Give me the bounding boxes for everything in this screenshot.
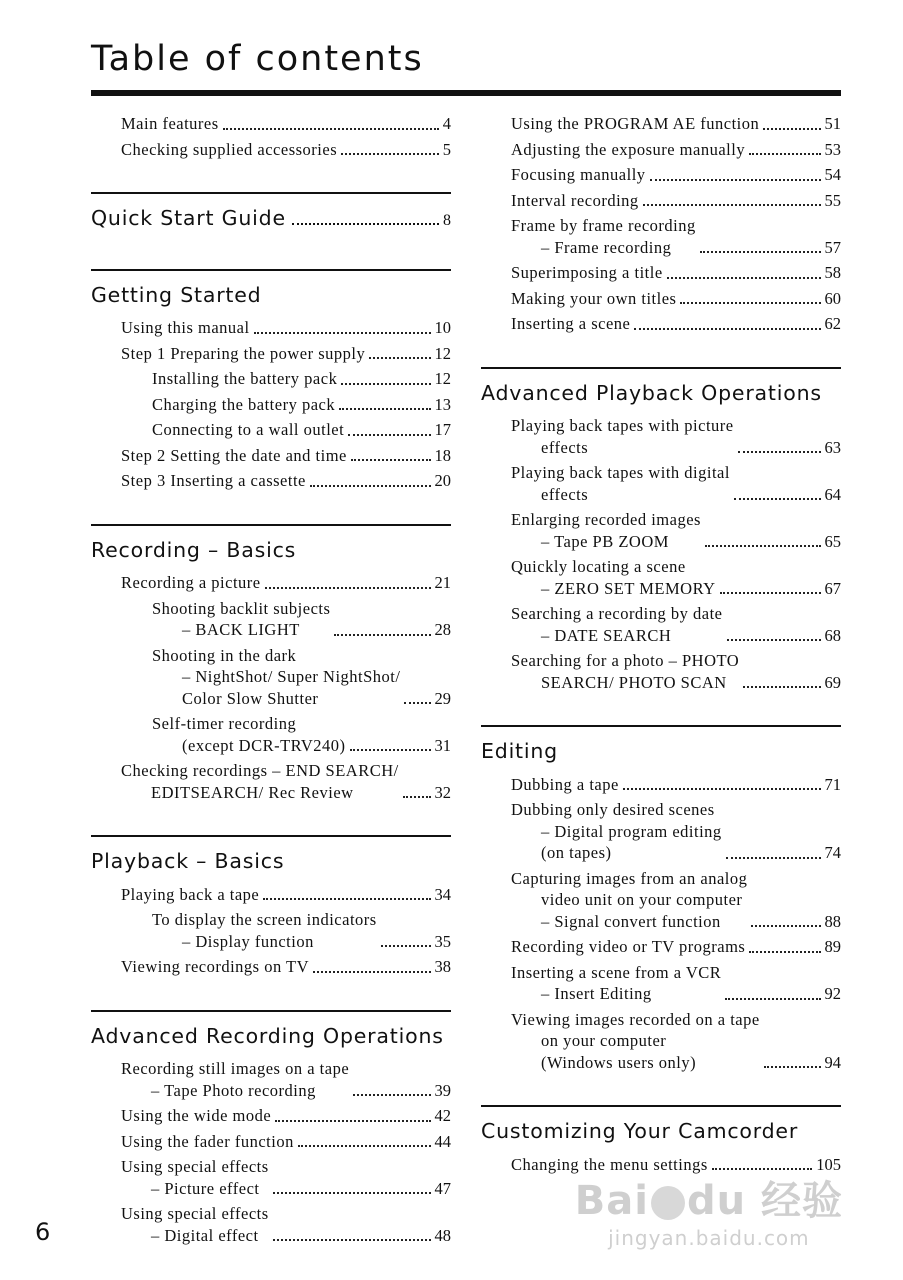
toc-right-column xyxy=(481,100,841,1181)
toc-page-number: 20 xyxy=(434,471,451,491)
toc-entry-line: – Frame recording xyxy=(541,237,672,257)
toc-entry-line: Frame by frame recording xyxy=(511,216,696,235)
section-heading[interactable] xyxy=(481,739,841,764)
toc-entry-text xyxy=(511,509,701,552)
toc-entry-line: – Tape PB ZOOM xyxy=(541,531,669,551)
toc-entry-line: Recording a picture xyxy=(121,573,261,593)
toc-entry-line: effects xyxy=(541,437,589,457)
toc-entry[interactable] xyxy=(91,1203,451,1246)
toc-entry-line: Making your own titles xyxy=(511,288,677,308)
toc-entry[interactable] xyxy=(481,164,841,186)
toc-left-column xyxy=(91,100,451,1252)
dot-leader xyxy=(254,332,431,334)
toc-entry[interactable] xyxy=(481,509,841,552)
dot-leader xyxy=(348,434,430,436)
toc-entry-line: Playing back tapes with picture xyxy=(511,416,734,436)
toc-page-number: 10 xyxy=(434,318,451,338)
page-number: 6 xyxy=(35,1218,51,1246)
toc-page-number: 35 xyxy=(434,931,451,951)
section-heading-text: Editing xyxy=(481,739,558,764)
toc-page-number: 53 xyxy=(824,139,841,159)
toc-entry[interactable] xyxy=(91,1058,451,1101)
toc-entry[interactable] xyxy=(91,713,451,756)
watermark-url: jingyan.baidu.com xyxy=(608,1226,810,1250)
toc-entry-line: effects xyxy=(541,484,589,504)
toc-entry-line: To display the screen indicators xyxy=(152,910,377,930)
toc-page-number: 63 xyxy=(824,437,841,457)
toc-entry-text xyxy=(511,462,730,505)
toc-entry[interactable] xyxy=(481,462,841,505)
toc-page-number: 89 xyxy=(824,937,841,957)
toc-entry-line: Quickly locating a scene xyxy=(511,557,686,577)
toc-entry-line: on your computer xyxy=(541,1031,667,1051)
toc-entry[interactable] xyxy=(481,799,841,864)
toc-entry-line: (on tapes) xyxy=(541,843,612,863)
toc-section xyxy=(91,192,451,243)
dot-leader xyxy=(381,945,431,947)
dot-leader xyxy=(298,1145,431,1147)
toc-page-number: 67 xyxy=(824,578,841,598)
dot-leader xyxy=(623,788,821,790)
toc-page-number: 28 xyxy=(434,620,451,640)
toc-entry[interactable] xyxy=(91,113,451,135)
baidu-watermark xyxy=(575,1169,843,1250)
toc-entry[interactable] xyxy=(91,1131,451,1153)
toc-entry[interactable] xyxy=(481,288,841,310)
toc-entry-text xyxy=(121,317,250,339)
toc-entry[interactable] xyxy=(481,556,841,599)
toc-entry-text xyxy=(511,774,619,796)
toc-entry-line: Inserting a scene xyxy=(511,314,631,333)
section-rule xyxy=(91,524,451,526)
toc-entry[interactable] xyxy=(481,313,841,335)
toc-page-number: 68 xyxy=(824,625,841,645)
toc-section xyxy=(481,367,841,700)
dot-leader xyxy=(749,153,820,155)
toc-entry-text xyxy=(511,962,721,1005)
toc-entry-line: Using the fader function xyxy=(121,1131,294,1151)
toc-page-number: 58 xyxy=(824,263,841,282)
toc-entry[interactable] xyxy=(91,419,451,441)
toc-entry-text xyxy=(121,470,306,492)
toc-entry-text xyxy=(511,415,734,458)
dot-leader xyxy=(680,302,820,304)
toc-entry-text xyxy=(511,190,639,212)
toc-entry[interactable] xyxy=(91,1156,451,1199)
section-heading-text: Getting Started xyxy=(91,282,262,307)
toc-entry[interactable] xyxy=(91,760,451,803)
dot-leader xyxy=(634,328,820,330)
toc-entry[interactable] xyxy=(481,774,841,796)
section-heading[interactable] xyxy=(481,1119,841,1144)
dot-leader xyxy=(743,686,820,688)
toc-entry-line: Playing back tapes with digital xyxy=(511,463,730,483)
toc-entry[interactable] xyxy=(481,215,841,258)
dot-leader xyxy=(351,459,431,461)
toc-entry-text xyxy=(152,368,337,390)
toc-entry-line: – BACK LIGHT xyxy=(182,620,300,640)
toc-entry-text xyxy=(121,1203,269,1246)
dot-leader xyxy=(764,1066,821,1068)
toc-entry-line: Superimposing a title xyxy=(511,263,663,282)
toc-page-number: 88 xyxy=(824,911,841,931)
toc-section xyxy=(91,100,451,166)
toc-page-number: 31 xyxy=(434,735,451,755)
toc-page-number: 94 xyxy=(824,1052,841,1072)
toc-entry-line: Installing the battery pack xyxy=(152,369,338,389)
toc-entry[interactable] xyxy=(91,343,451,365)
section-heading[interactable] xyxy=(91,283,451,308)
toc-entry-line: – Digital program editing xyxy=(541,821,722,841)
toc-entry[interactable] xyxy=(91,394,451,416)
toc-entry-text xyxy=(121,1105,271,1127)
dot-leader xyxy=(705,545,821,547)
toc-page-number: 29 xyxy=(434,688,451,708)
section-heading-text: Advanced Playback Operations xyxy=(481,380,822,405)
toc-entry-line: Searching for a photo – PHOTO xyxy=(511,651,740,671)
toc-entry-line: Changing the menu settings xyxy=(511,1154,708,1174)
toc-entry-line: – Picture effect xyxy=(151,1178,260,1198)
toc-entry-line: Using this manual xyxy=(121,318,250,338)
section-heading-text: Playback – Basics xyxy=(91,849,285,874)
toc-page-number: 5 xyxy=(442,139,451,159)
toc-entry-text xyxy=(121,1058,349,1101)
toc-section xyxy=(481,100,841,341)
paw-icon xyxy=(651,1186,685,1220)
toc-entry[interactable] xyxy=(91,645,451,710)
toc-entry-text xyxy=(511,139,745,161)
dot-leader xyxy=(265,587,431,589)
toc-page-number: 34 xyxy=(434,884,451,904)
toc-page-number: 4 xyxy=(442,114,451,133)
toc-entry-text xyxy=(511,868,747,933)
toc-entry-line: Enlarging recorded images xyxy=(511,510,701,530)
dot-leader xyxy=(263,898,430,900)
toc-entry-line: Inserting a scene from a VCR xyxy=(511,962,722,982)
toc-entry[interactable] xyxy=(481,936,841,958)
toc-entry-text xyxy=(511,936,745,958)
toc-entry-text xyxy=(511,603,723,646)
toc-entry-line: Focusing manually xyxy=(511,165,646,184)
toc-entry-text xyxy=(121,884,259,906)
toc-section xyxy=(91,835,451,984)
column-top-spacer xyxy=(91,100,451,113)
section-rule xyxy=(481,1105,841,1107)
dot-leader xyxy=(369,357,430,359)
toc-entry-line: Checking supplied accessories xyxy=(121,139,338,159)
toc-page-number: 47 xyxy=(434,1178,451,1198)
toc-entry[interactable] xyxy=(91,884,451,906)
toc-entry-line: Dubbing only desired scenes xyxy=(511,800,715,820)
toc-entry-line: Using special effects xyxy=(121,1204,269,1224)
dot-leader xyxy=(350,749,431,751)
toc-page-number: 64 xyxy=(824,484,841,504)
toc-entry-text xyxy=(121,113,219,135)
toc-entry-line: Using the wide mode xyxy=(121,1106,272,1126)
toc-page-number: 65 xyxy=(824,531,841,551)
dot-leader xyxy=(643,204,821,206)
toc-entry[interactable] xyxy=(481,113,841,135)
toc-entry-text xyxy=(511,650,739,693)
toc-section xyxy=(481,725,841,1079)
toc-entry-line: Using special effects xyxy=(121,1157,269,1177)
dot-leader xyxy=(313,971,430,973)
toc-entry[interactable] xyxy=(91,139,451,161)
toc-entry-text xyxy=(511,215,696,258)
toc-entry-text xyxy=(511,164,646,186)
dot-leader xyxy=(720,592,821,594)
dot-leader xyxy=(700,251,821,253)
toc-entry[interactable] xyxy=(91,445,451,467)
toc-page-number: 48 xyxy=(434,1225,451,1245)
toc-entry[interactable] xyxy=(91,598,451,641)
toc-entry-text xyxy=(152,909,377,952)
toc-entry-text xyxy=(152,419,344,441)
section-heading[interactable] xyxy=(91,206,451,231)
section-heading[interactable] xyxy=(91,538,451,563)
toc-entry-line: – DATE SEARCH xyxy=(541,625,672,645)
section-heading-text: Recording – Basics xyxy=(91,537,297,562)
dot-leader xyxy=(725,998,820,1000)
toc-entry[interactable] xyxy=(91,317,451,339)
toc-entry-text xyxy=(511,799,722,864)
toc-entry-line: – ZERO SET MEMORY xyxy=(541,578,716,598)
toc-entry-text xyxy=(152,645,400,710)
toc-page-number: 13 xyxy=(434,394,451,414)
section-heading[interactable] xyxy=(91,849,451,874)
toc-entry-line: Self-timer recording xyxy=(152,714,297,734)
toc-entry-line: – Signal convert function xyxy=(541,911,721,931)
dot-leader xyxy=(749,951,820,953)
toc-entry[interactable] xyxy=(91,1105,451,1127)
section-heading-text: Advanced Recording Operations xyxy=(91,1023,444,1048)
dot-leader xyxy=(726,857,821,859)
toc-page-number: 39 xyxy=(434,1080,451,1100)
toc-entry[interactable] xyxy=(91,368,451,390)
toc-section xyxy=(91,269,451,498)
toc-entry-line: Adjusting the exposure manually xyxy=(511,139,746,159)
toc-page-number: 12 xyxy=(434,343,451,363)
toc-entry-line: (Windows users only) xyxy=(541,1052,697,1072)
toc-entry[interactable] xyxy=(91,909,451,952)
dot-leader xyxy=(339,408,430,410)
toc-page-number: 38 xyxy=(434,957,451,977)
toc-page-number: 92 xyxy=(824,984,841,1004)
toc-entry-text xyxy=(511,1009,760,1074)
toc-entry-line: Dubbing a tape xyxy=(511,774,619,794)
toc-page-number: 57 xyxy=(824,237,841,257)
toc-entry-line: Color Slow Shutter xyxy=(182,688,319,708)
toc-entry-line: Recording video or TV programs xyxy=(511,937,746,957)
dot-leader xyxy=(403,796,431,798)
toc-entry-line: – NightShot/ Super NightShot/ xyxy=(182,667,401,687)
toc-page-number: 42 xyxy=(434,1106,451,1126)
toc-entry-line: Checking recordings – END SEARCH/ xyxy=(121,761,399,781)
toc-page-number: 54 xyxy=(824,165,841,184)
column-top-spacer xyxy=(481,100,841,113)
dot-leader xyxy=(273,1192,431,1194)
toc-entry[interactable] xyxy=(91,572,451,594)
dot-leader xyxy=(292,223,439,225)
toc-page-number: 74 xyxy=(824,843,841,863)
toc-entry-line: Viewing images recorded on a tape xyxy=(511,1009,760,1029)
section-heading[interactable] xyxy=(91,1024,451,1049)
toc-entry-text xyxy=(152,394,335,416)
dot-leader xyxy=(734,498,821,500)
dot-leader xyxy=(404,702,430,704)
dot-leader xyxy=(751,925,820,927)
toc-entry[interactable] xyxy=(481,415,841,458)
toc-entry-line: video unit on your computer xyxy=(541,890,743,910)
watermark-brand-right: du xyxy=(686,1178,747,1224)
dot-leader xyxy=(738,451,821,453)
section-rule xyxy=(91,1010,451,1012)
dot-leader xyxy=(334,634,430,636)
toc-entry[interactable] xyxy=(481,868,841,933)
toc-entry-text xyxy=(511,113,759,135)
toc-entry-text xyxy=(121,139,337,161)
toc-entry-line: Using the PROGRAM AE function xyxy=(511,114,760,133)
section-rule xyxy=(91,835,451,837)
toc-entry-text xyxy=(511,313,630,335)
toc-entry-line: – Display function xyxy=(182,931,314,951)
toc-page-number: 17 xyxy=(434,420,451,440)
dot-leader xyxy=(223,128,439,130)
toc-entry-line: Connecting to a wall outlet xyxy=(152,420,345,440)
watermark-brand-left: Bai xyxy=(574,1178,649,1224)
toc-entry[interactable] xyxy=(481,1009,841,1074)
section-heading[interactable] xyxy=(481,381,841,406)
toc-entry[interactable] xyxy=(481,603,841,646)
toc-page-number: 51 xyxy=(824,114,841,133)
toc-entry-text xyxy=(121,343,365,365)
dot-leader xyxy=(310,485,431,487)
toc-entry-line: (except DCR-TRV240) xyxy=(182,735,346,755)
toc-page-number: 18 xyxy=(434,445,451,465)
toc-entry-line: Step 3 Inserting a cassette xyxy=(121,471,306,491)
toc-entry-line: – Digital effect xyxy=(151,1225,259,1245)
section-rule xyxy=(481,725,841,727)
toc-entry-text xyxy=(121,956,309,978)
dot-leader xyxy=(727,639,821,641)
dot-leader xyxy=(341,153,439,155)
title-rule xyxy=(91,90,841,96)
toc-entry-text xyxy=(121,1131,294,1153)
toc-section xyxy=(91,524,451,810)
dot-leader xyxy=(353,1094,430,1096)
dot-leader xyxy=(667,277,821,279)
dot-leader xyxy=(650,179,821,181)
dot-leader xyxy=(273,1239,431,1241)
toc-page-number: 55 xyxy=(824,190,841,210)
toc-page-number: 69 xyxy=(824,672,841,692)
toc-entry-line: Recording still images on a tape xyxy=(121,1059,350,1079)
toc-entry-line: Playing back a tape xyxy=(121,884,260,904)
toc-entry[interactable] xyxy=(91,470,451,492)
toc-page-number: 12 xyxy=(434,369,451,389)
toc-entry-line: – Insert Editing xyxy=(541,984,652,1004)
toc-entry-text xyxy=(121,760,399,803)
section-rule xyxy=(91,192,451,194)
toc-entry-text xyxy=(511,556,716,599)
toc-entry-text xyxy=(152,713,346,756)
toc-entry[interactable] xyxy=(481,139,841,161)
toc-section xyxy=(91,1010,451,1253)
toc-entry-line: Viewing recordings on TV xyxy=(121,957,310,977)
toc-entry[interactable] xyxy=(91,956,451,978)
toc-entry-text xyxy=(511,262,663,284)
toc-page-number: 105 xyxy=(816,1154,841,1174)
toc-entry-line: Searching a recording by date xyxy=(511,604,723,624)
toc-entry[interactable] xyxy=(481,962,841,1005)
toc-entry-line: Step 1 Preparing the power supply xyxy=(121,343,366,363)
toc-entry-line: Capturing images from an analog xyxy=(511,868,748,888)
toc-entry[interactable] xyxy=(481,190,841,212)
toc-entry-text xyxy=(152,598,330,641)
dot-leader xyxy=(763,128,820,130)
section-rule xyxy=(91,269,451,271)
toc-entry-text xyxy=(511,288,676,310)
toc-entry-line: Step 2 Setting the date and time xyxy=(121,445,347,465)
dot-leader xyxy=(275,1120,430,1122)
toc-entry-line: Shooting backlit subjects xyxy=(152,598,331,618)
toc-page-number: 62 xyxy=(824,314,841,333)
toc-entry-line: SEARCH/ PHOTO SCAN xyxy=(541,672,727,692)
toc-entry[interactable] xyxy=(481,262,841,284)
toc-page-number: 71 xyxy=(824,774,841,794)
toc-page-number: 60 xyxy=(824,288,841,308)
dot-leader xyxy=(341,383,430,385)
watermark-brand-cn: 经验 xyxy=(761,1178,843,1224)
toc-entry[interactable] xyxy=(481,650,841,693)
toc-entry-line: Shooting in the dark xyxy=(152,645,297,665)
toc-entry-line: Interval recording xyxy=(511,190,639,210)
toc-page-number: 32 xyxy=(434,782,451,802)
toc-entry-line: – Tape Photo recording xyxy=(151,1080,316,1100)
toc-page-number: 44 xyxy=(434,1131,451,1151)
toc-entry-text xyxy=(121,1156,269,1199)
section-heading-text: Customizing Your Camcorder xyxy=(481,1119,799,1144)
toc-entry-text xyxy=(121,572,261,594)
page-title: Table of contents xyxy=(91,39,424,79)
section-page-number: 8 xyxy=(443,211,451,229)
toc-entry-line: EDITSEARCH/ Rec Review xyxy=(151,782,354,802)
toc-entry-line: Main features xyxy=(121,114,219,133)
toc-entry-text xyxy=(121,445,347,467)
section-rule xyxy=(481,367,841,369)
toc-entry-line: Charging the battery pack xyxy=(152,394,336,414)
toc-page-number: 21 xyxy=(434,573,451,593)
section-heading-text: Quick Start Guide xyxy=(91,206,286,230)
